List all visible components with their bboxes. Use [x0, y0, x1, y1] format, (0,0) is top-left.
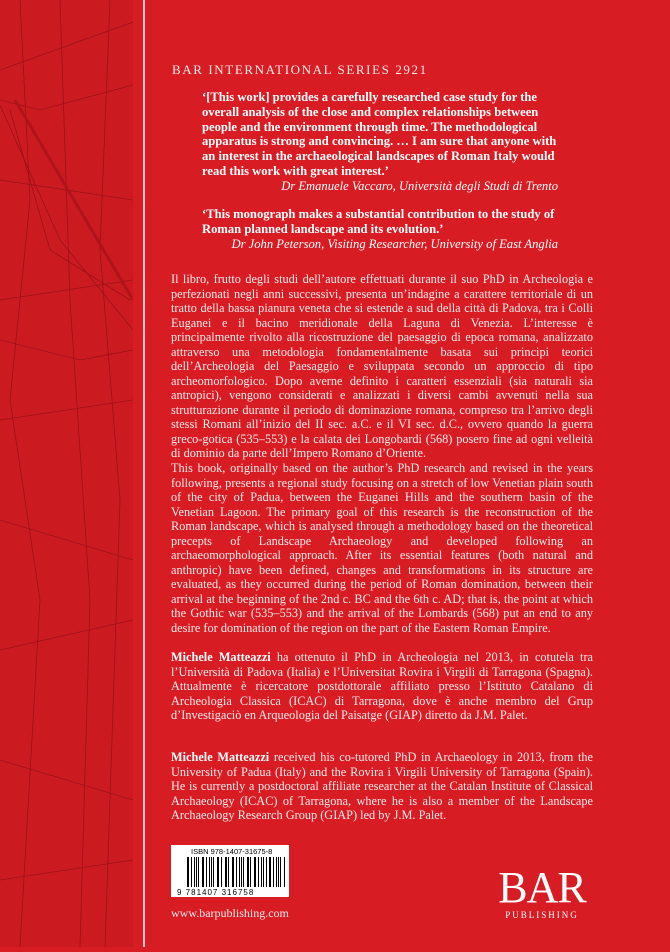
bar-publishing-logo — [490, 866, 594, 920]
review-quote-2 — [202, 207, 558, 251]
barcode-bar — [191, 857, 192, 887]
author-name: Michele Matteazzi — [171, 650, 271, 664]
map-lines-graphic — [0, 0, 133, 947]
isbn-barcode — [171, 845, 289, 897]
logo-main-text: BAR — [490, 866, 594, 910]
barcode-bar — [213, 857, 214, 887]
quote-text: ‘This monograph makes a substantial contribution to the study of Roman planned landscape and its evolution.’ — [202, 207, 554, 236]
bio-text: ha ottenuto il PhD in Archeologia nel 2013, in cotutela tra l’Università di Padova (Italia) e l’Universitat Rovira i Virgili di Tarragona (Spagna). Attualmente è ricercatore postdottorale affiliato presso l’Istituto Catalano di Archeologia Classica (ICAC) di Tarragona, dove è anche membro del Grup d’Investigaciò en Arqueologia del Paisatge (GIAP) diretto da J.M. Palet. — [171, 650, 593, 722]
barcode-bar — [239, 857, 240, 887]
barcode-bar — [228, 857, 229, 887]
vertical-divider-line — [143, 0, 145, 947]
quote-text: ‘[This work] provides a carefully researched case study for the overall analysis of the close and complex relationships between people and the environment through time. The methodological apparatus is strong and convincing. … I am sure that anyone with an interest in the archaeological landscapes of Roman Italy would read this work with great interest.’ — [202, 90, 556, 178]
author-name: Michele Matteazzi — [171, 750, 269, 764]
map-background-strip — [0, 0, 133, 947]
barcode-digits: 9 781407 316758 — [177, 888, 254, 897]
author-bio-italian — [171, 650, 593, 723]
barcode-bar — [241, 857, 242, 887]
logo-sub-text: PUBLISHING — [490, 910, 594, 920]
barcode-bar — [250, 857, 251, 887]
barcode-bars — [187, 857, 285, 887]
barcode-bar — [221, 857, 222, 887]
quote-attribution: Dr Emanuele Vaccaro, Università degli Studi di Trento — [202, 179, 558, 194]
barcode-bar — [278, 857, 279, 887]
review-quote-1 — [202, 90, 558, 194]
bio-text: received his co-tutored PhD in Archaeology in 2013, from the University of Padua (Italy) and the Rovira i Virgili University of Tarragona (Spain). He is currently a postdoctoral affiliate researcher at the Catalan Institute of Classical Archaeology (ICAC) of Tarragona, where he is also a member of the Landscape Archaeology Research Group (GIAP) led by J.M. Palet. — [171, 750, 593, 822]
barcode-bar — [198, 857, 199, 887]
barcode-bar — [270, 857, 271, 887]
barcode-bar — [255, 857, 256, 887]
quote-attribution: Dr John Peterson, Visiting Researcher, University of East Anglia — [202, 237, 558, 252]
barcode-bar — [203, 857, 204, 887]
barcode-bar — [263, 857, 264, 887]
description-italian: Il libro, frutto degli studi dell’autore effettuati durante il suo PhD in Archeologia e perfezionati negli anni successivi, presenta un’indagine a carattere territoriale di un tratto della bassa pianura veneta che si estende a sud della città di Padova, tra i Colli Euganei e il bacino meridionale della Laguna di Venezia. L’interesse è principalmente rivolto alla ricostruzione del paesaggio di epoca romana, analizzato attraverso una metodologia fondamentalmente basata sui principi teorici dell’Archeologia del Paesaggio e sviluppata secondo un approccio di tipo archeomorfologico. Dopo averne definito i caratteri essenziali (sia naturali sia antropici), vengono considerati e analizzati i diversi cambi avvenuti nella sua strutturazione durante il periodo di dominazione romana, compreso tra l’arrivo degli stessi Romani all’inizio del II sec. a.C. e il VI sec. d.C., ovvero quando la guerra greco-gotica (535–553) e la calata dei Longobardi (568) posero fine ad ogni velleità di dominio da parte dell’Impero Romano d’Oriente. — [171, 272, 593, 461]
series-title: BAR INTERNATIONAL SERIES 2921 — [172, 62, 428, 78]
author-bio-english — [171, 750, 593, 823]
barcode-bar — [211, 857, 212, 887]
description-english: This book, originally based on the author’s PhD research and revised in the years following, presents a regional study focusing on a stretch of low Venetian plain south of the city of Padua, between the Euganei Hills and the southern basin of the Venetian Lagoon. The primary goal of this research is the reconstruction of the Roman landscape, which is analysed through a methodology based on the theoretical precepts of Landscape Archaeology and developed following an archaeomorphological approach. After its essential features (both natural and anthropic) have been defined, changes and transformations in its structure are evaluated, as they occurred during the period of Roman domination, between their arrival at the beginning of the 2nd c. BC and the 6th c. AD; that is, the point at which the Gothic war (535–553) and the arrival of the Lombards (568) put an end to any desire for domination of the region on the part of the Eastern Roman Empire. — [171, 461, 593, 635]
isbn-label: ISBN 978-1407-31675-8 — [191, 847, 272, 856]
publisher-website-link[interactable]: www.barpublishing.com — [171, 906, 289, 921]
